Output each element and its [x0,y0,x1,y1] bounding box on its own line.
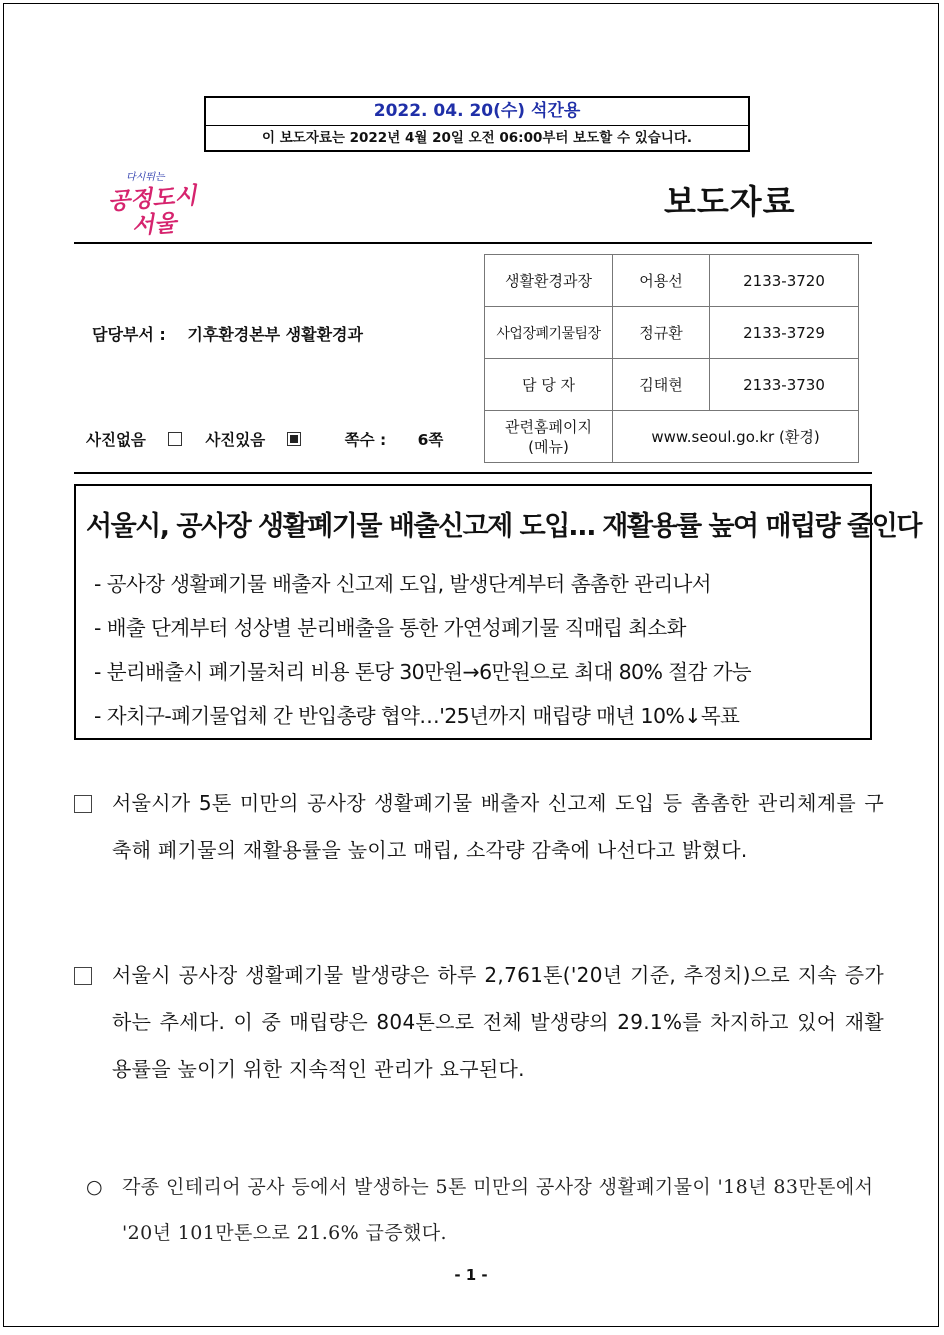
logo-line3: 서울 [130,209,178,240]
doc-type-title: 보도자료 [664,182,796,221]
contact-phone: 2133-3730 [710,359,859,411]
has-photo-label: 사진있음 [205,431,266,449]
department-line [92,322,363,345]
photo-info-line [86,428,479,450]
seoul-logo-graphic [104,162,214,240]
summary-bullet: - 분리배출시 폐기물처리 비용 톤당 30만원→6만원으로 최대 80% 절감 가능 [94,660,751,684]
summary-bullet: - 배출 단계부터 성상별 분리배출을 통한 가연성폐기물 직매립 최소화 [94,616,686,640]
header-divider [74,242,872,244]
sub-paragraph [86,1164,882,1256]
contact-row [485,307,859,359]
summary-bullet: - 공사장 생활폐기물 배출자 신고제 도입, 발생단계부터 촘촘한 관리나서 [94,572,711,596]
pages-value: 6쪽 [417,431,444,449]
homepage-label-line1: 관련홈페이지 [505,417,592,436]
contact-role: 생활환경과장 [485,255,613,307]
department-value: 기후환경본부 생활환경과 [187,325,363,344]
seoul-logo [104,162,214,240]
homepage-label-line2: (메뉴) [528,437,569,456]
summary-bullets [94,562,864,738]
contact-name: 김태현 [613,359,710,411]
logo-line2: 공정도시 [106,182,198,216]
contact-phone: 2133-3729 [710,307,859,359]
no-photo-label: 사진없음 [86,431,146,449]
homepage-row [485,411,859,463]
summary-bullet: - 자치구-폐기물업체 간 반입총량 협약…'25년까지 매립량 매년 10%↓목표 [94,704,740,728]
contact-row [485,359,859,411]
square-bullet-icon [74,795,92,813]
no-photo-item [86,431,182,449]
paragraph-text: 서울시가 5톤 미만의 공사장 생활폐기물 배출자 신고제 도입 등 촘촘한 관리체계를 구축해 폐기물의 재활용률을 높이고 매립, 소각량 감축에 나선다고 밝혔다. [112,791,884,862]
homepage-label [485,411,613,463]
square-bullet-icon [74,967,92,985]
embargo-box [204,96,750,152]
has-photo-checkbox [287,432,301,446]
contacts-table [484,254,859,463]
info-divider [74,472,872,474]
paragraph-text: 서울시 공사장 생활폐기물 발생량은 하루 2,761톤('20년 기준, 추정치)으로 지속 증가하는 추세다. 이 중 매립량은 804톤으로 전체 발생량의 29.1%를 차지하고 있어 재활용률을 높이기 위한 지속적인 관리가 요구된다. [112,963,884,1081]
contact-role: 담 당 자 [485,359,613,411]
circle-bullet-icon: ○ [86,1176,103,1198]
sub-paragraph-text: 각종 인테리어 공사 등에서 발생하는 5톤 미만의 공사장 생활폐기물이 '18년 83만톤에서 '20년 101만톤으로 21.6% 급증했다. [122,1176,874,1244]
department-label: 담당부서 : [92,325,166,344]
contact-name: 어용선 [613,255,710,307]
pages-item [345,431,462,449]
embargo-date: 2022. 04. 20(수) 석간용 [206,98,748,126]
has-photo-item [205,431,301,449]
headline: 서울시, 공사장 생활폐기물 배출신고제 도입… 재활용률 높여 매립량 줄인다 [86,511,921,542]
no-photo-checkbox [168,432,182,446]
page-number: - 1 - [454,1266,488,1284]
body-paragraph-1 [74,780,884,874]
pages-label: 쪽수 : [344,431,387,449]
homepage-link[interactable]: www.seoul.go.kr (환경) [613,411,859,463]
contact-role: 사업장폐기물팀장 [485,307,613,359]
contact-phone: 2133-3720 [710,255,859,307]
body-paragraph-2 [74,952,884,1093]
embargo-notice: 이 보도자료는 2022년 4월 20일 오전 06:00부터 보도할 수 있습니다. [261,130,692,146]
summary-box [74,484,921,740]
logo-line1: 다시뛰는 [126,172,165,183]
contact-name: 정규환 [613,307,710,359]
contact-row [485,255,859,307]
press-release-page [3,3,939,1327]
